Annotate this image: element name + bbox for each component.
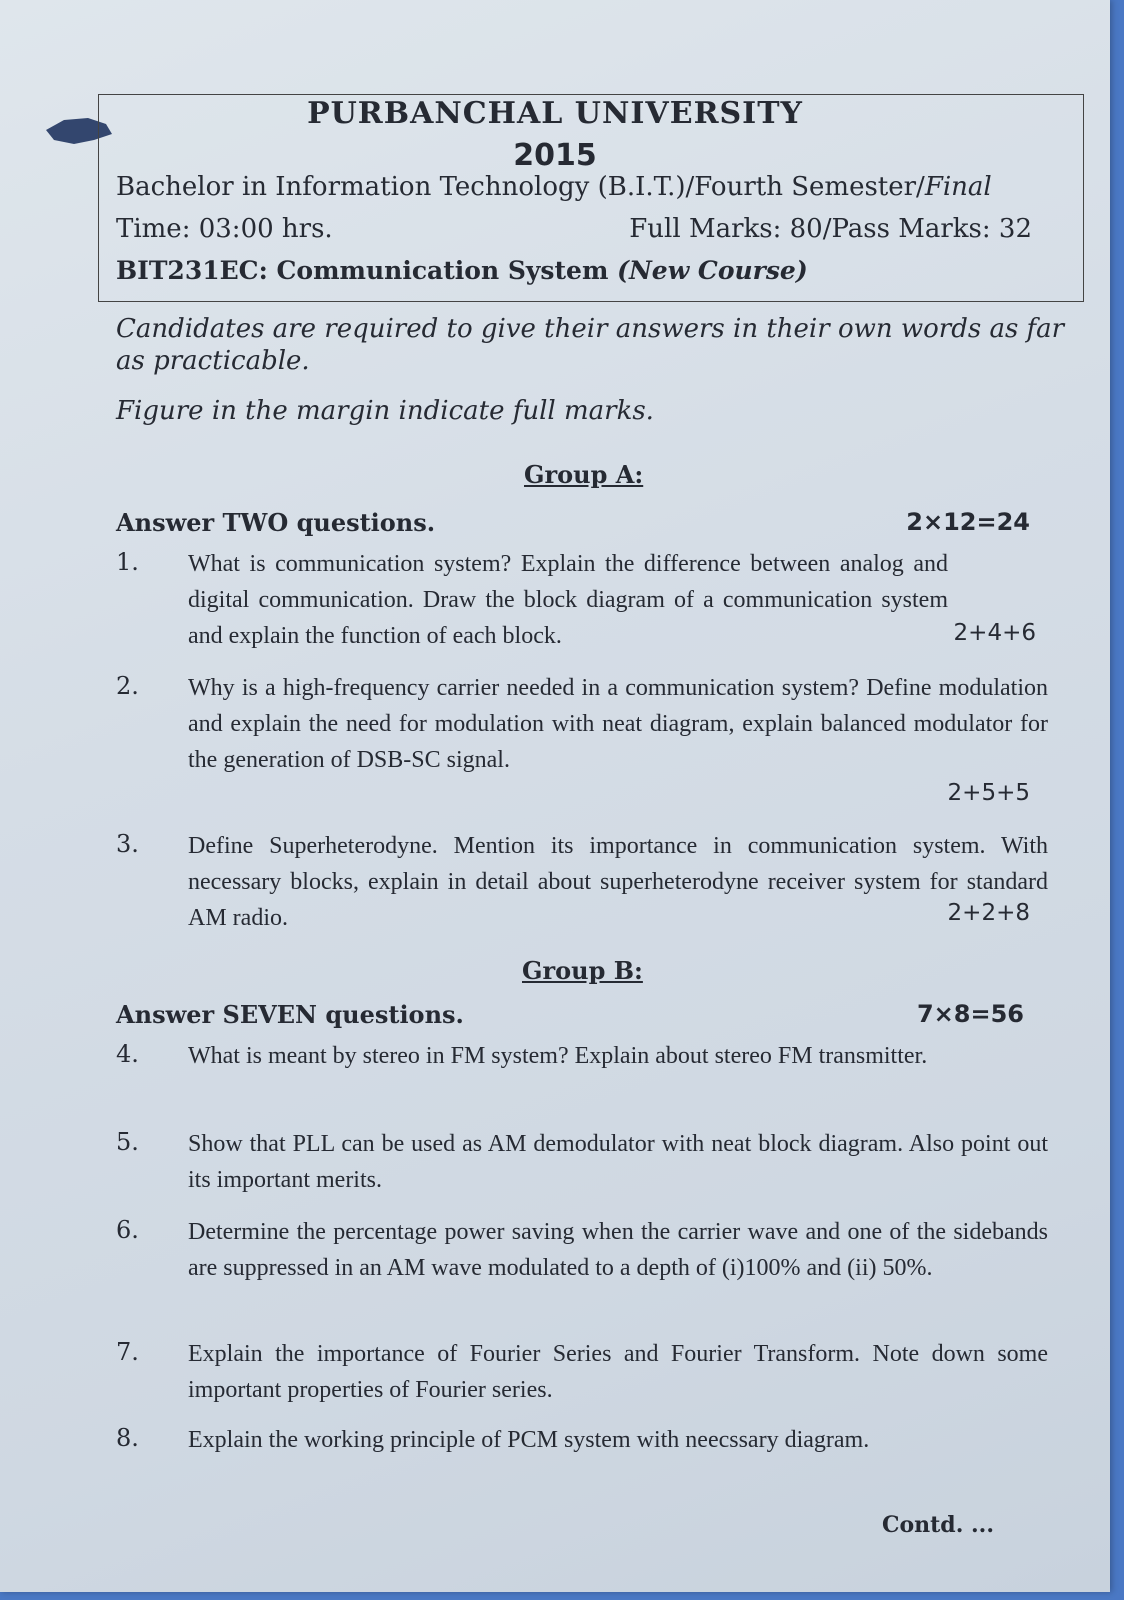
group-a-answer: Answer TWO questions. bbox=[116, 508, 436, 537]
group-b-answer: Answer SEVEN questions. bbox=[116, 1000, 464, 1029]
group-a-title: Group A: bbox=[524, 460, 644, 489]
question-number: 3. bbox=[116, 830, 139, 858]
instruction-line-1: Candidates are required to give their answers in their own words as far bbox=[116, 314, 1065, 344]
question-text: Determine the percentage power saving when the carrier wave and one of the sidebands are suppressed in an AM wave modulated to a depth of (i)100% and (ii) 50%. bbox=[188, 1219, 1048, 1281]
question-number: 5. bbox=[116, 1128, 139, 1156]
course-title bbox=[116, 256, 808, 285]
question-number: 4. bbox=[116, 1040, 139, 1068]
instruction-line-3: Figure in the margin indicate full marks. bbox=[116, 396, 654, 426]
question-text: Why is a high-frequency carrier needed in a communication system? Define modulation and explain the need for modulation with neat diagram, explain balanced modulator for the generation of DSB-SC signal. bbox=[188, 675, 1048, 773]
group-b-scheme: 7×8=56 bbox=[916, 1000, 1024, 1028]
question-number: 6. bbox=[116, 1216, 139, 1244]
continued-note: Contd. ... bbox=[881, 1512, 994, 1538]
question-marks: 2+2+8 bbox=[947, 900, 1030, 926]
question-text: Explain the importance of Fourier Series and Fourier Transform. Note down some important properties of Fourier series. bbox=[188, 1341, 1048, 1403]
question-marks: 2+4+6 bbox=[953, 620, 1036, 646]
question-text: Explain the working principle of PCM system with neecssary diagram. bbox=[188, 1427, 870, 1453]
program-line bbox=[116, 172, 992, 202]
exam-marks: Full Marks: 80/Pass Marks: 32 bbox=[629, 214, 1032, 244]
group-a-scheme: 2×12=24 bbox=[906, 508, 1030, 536]
question-number: 1. bbox=[116, 548, 139, 576]
question-text: Show that PLL can be used as AM demodulator with neat block diagram. Also point out its important merits. bbox=[188, 1131, 1048, 1193]
group-b-title: Group B: bbox=[522, 956, 643, 985]
question-text: Define Superheterodyne. Mention its importance in communication system. With necessary blocks, explain in detail about superheterodyne receiver system for standard AM radio. bbox=[188, 833, 1048, 931]
instruction-line-2: as practicable. bbox=[116, 346, 310, 376]
question-marks: 2+5+5 bbox=[947, 780, 1030, 806]
program-final: Final bbox=[924, 172, 992, 202]
question-number: 8. bbox=[116, 1424, 139, 1452]
question-text: What is communication system? Explain the difference between analog and digital communication. Draw the block diagram of a communication system and explain the function of each block. bbox=[188, 551, 948, 649]
question-number: 2. bbox=[116, 672, 139, 700]
program-text: Bachelor in Information Technology (B.I.T.)/Fourth Semester/ bbox=[116, 172, 925, 202]
exam-year: 2015 bbox=[513, 138, 597, 173]
university-name: PURBANCHAL UNIVERSITY bbox=[307, 96, 803, 131]
question-text: What is meant by stereo in FM system? Explain about stereo FM transmitter. bbox=[188, 1043, 928, 1069]
exam-time: Time: 03:00 hrs. bbox=[116, 214, 333, 244]
question-number: 7. bbox=[116, 1338, 139, 1366]
course-code: BIT231EC: Communication System bbox=[116, 256, 618, 285]
course-note: (New Course) bbox=[617, 256, 808, 285]
